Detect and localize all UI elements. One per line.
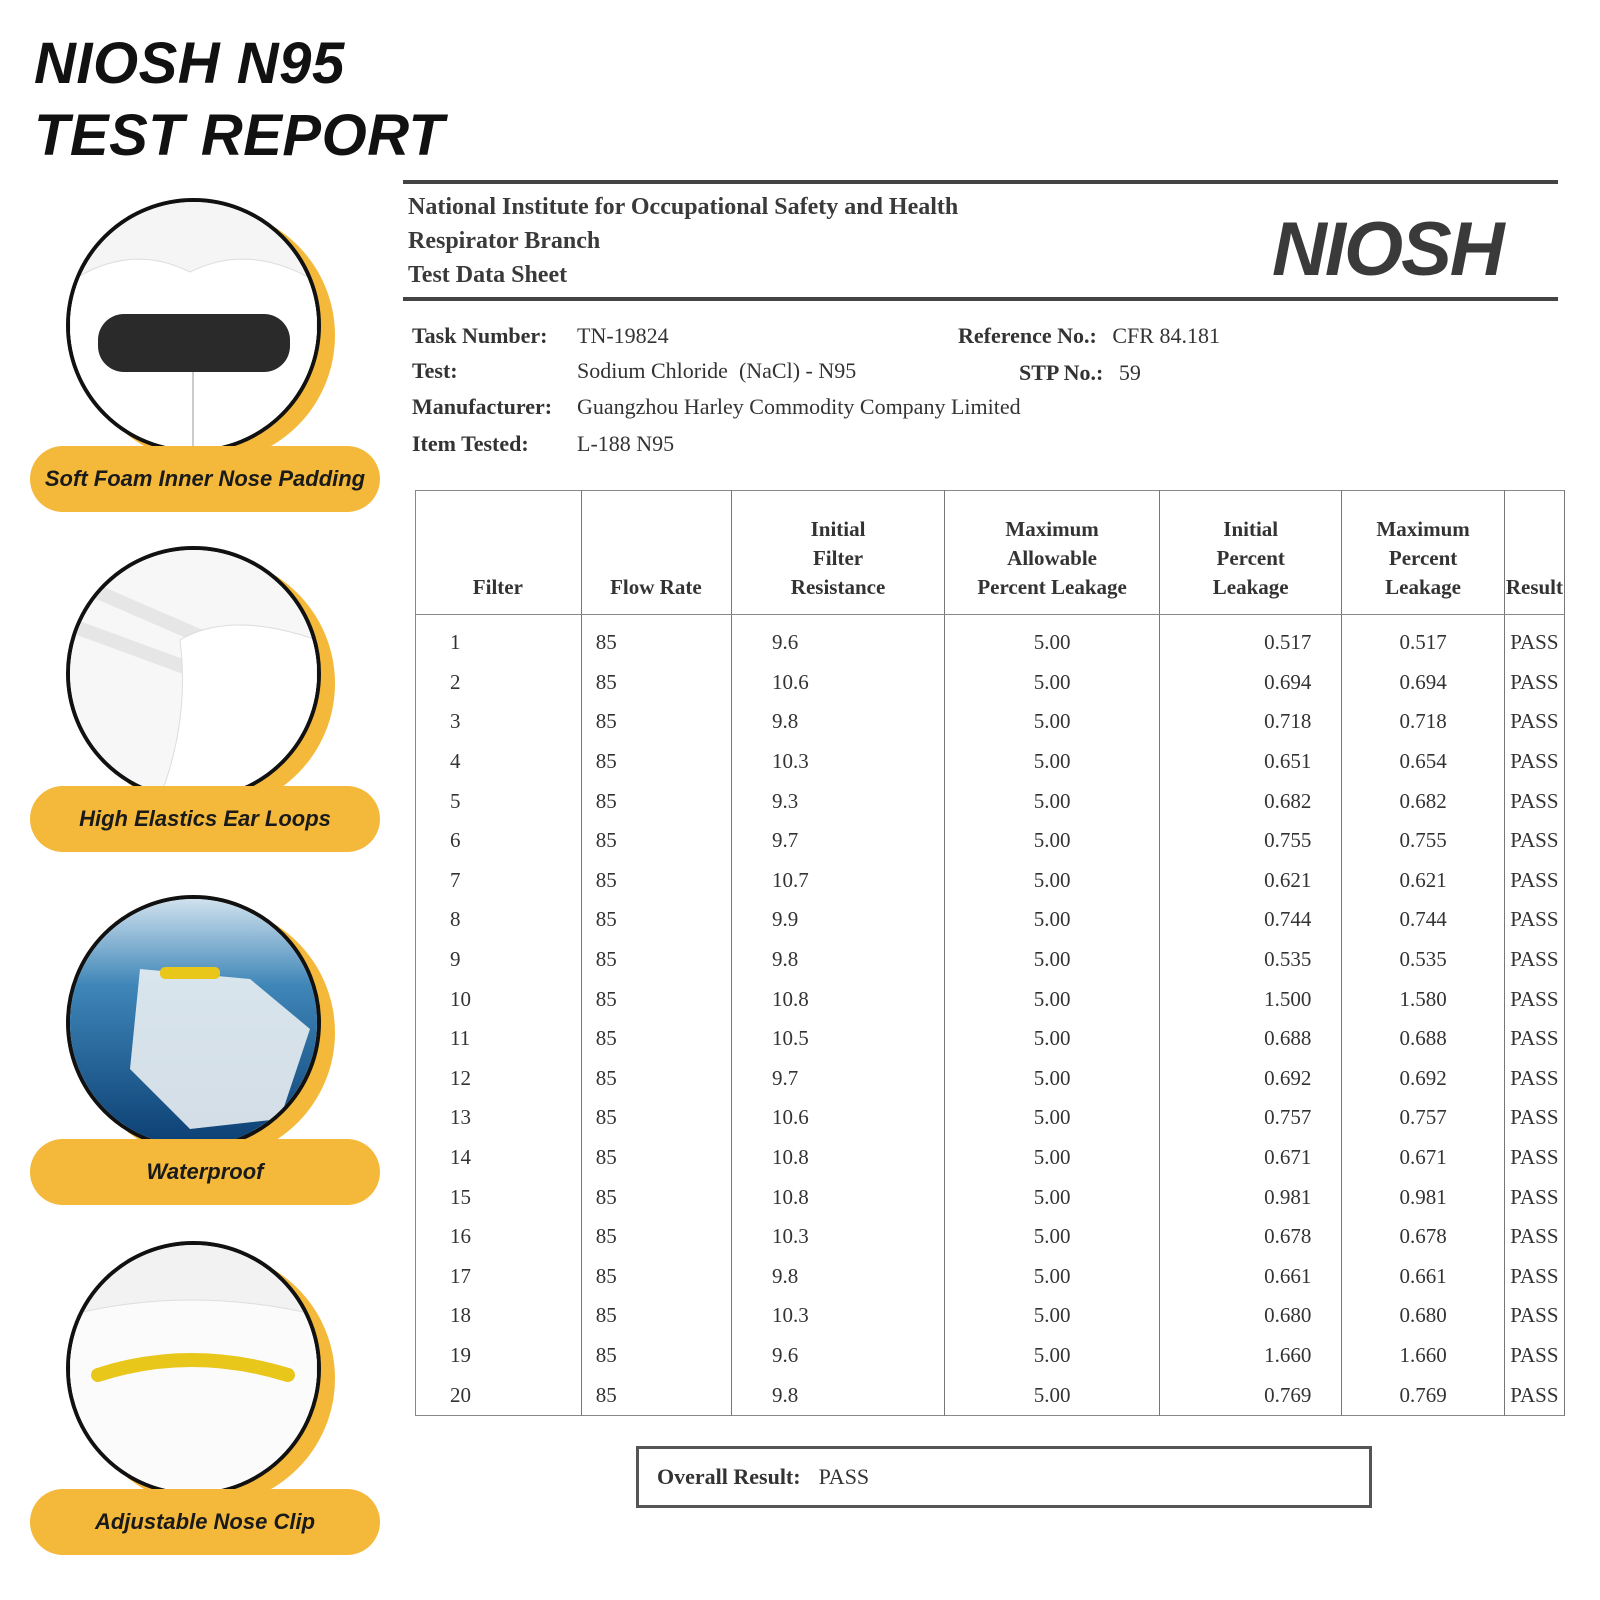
cell-result: PASS bbox=[1504, 615, 1564, 663]
feature-waterproof bbox=[30, 895, 380, 1213]
cell-resistance: 10.8 bbox=[732, 1138, 945, 1178]
reference-value: CFR 84.181 bbox=[1112, 323, 1220, 348]
nose-padding-photo-icon bbox=[66, 198, 321, 453]
cell-flow-rate: 85 bbox=[581, 1059, 731, 1099]
cell-max-leakage: 0.621 bbox=[1342, 861, 1504, 901]
cell-resistance: 9.6 bbox=[732, 615, 945, 663]
cell-filter: 15 bbox=[416, 1177, 582, 1217]
cell-max-leakage: 0.517 bbox=[1342, 615, 1504, 663]
cell-flow-rate: 85 bbox=[581, 1177, 731, 1217]
cell-filter: 13 bbox=[416, 1098, 582, 1138]
cell-resistance: 10.6 bbox=[732, 663, 945, 703]
item-value: L-188 N95 bbox=[577, 431, 675, 456]
cell-filter: 12 bbox=[416, 1059, 582, 1099]
cell-resistance: 9.7 bbox=[732, 821, 945, 861]
cell-resistance: 9.9 bbox=[732, 900, 945, 940]
test-row bbox=[412, 358, 857, 384]
cell-resistance: 9.7 bbox=[732, 1059, 945, 1099]
cell-initial-leakage: 0.680 bbox=[1160, 1296, 1342, 1336]
cell-initial-leakage: 0.757 bbox=[1160, 1098, 1342, 1138]
cell-max-leakage: 0.654 bbox=[1342, 742, 1504, 782]
page-title-line2: TEST REPORT bbox=[34, 103, 445, 168]
test-value: Sodium Chloride (NaCl) - N95 bbox=[577, 358, 857, 383]
cell-max-allowable: 5.00 bbox=[945, 615, 1160, 663]
cell-filter: 6 bbox=[416, 821, 582, 861]
cell-flow-rate: 85 bbox=[581, 702, 731, 742]
sheet-title: Test Data Sheet bbox=[408, 262, 568, 288]
cell-resistance: 10.3 bbox=[732, 742, 945, 782]
cell-result: PASS bbox=[1504, 1177, 1564, 1217]
feature-bubble bbox=[66, 198, 321, 453]
test-label: Test: bbox=[412, 358, 458, 383]
cell-max-leakage: 0.535 bbox=[1342, 940, 1504, 980]
cell-initial-leakage: 0.769 bbox=[1160, 1375, 1342, 1415]
cell-flow-rate: 85 bbox=[581, 663, 731, 703]
cell-initial-leakage: 0.517 bbox=[1160, 615, 1342, 663]
table-row bbox=[416, 1375, 1565, 1415]
cell-max-leakage: 0.769 bbox=[1342, 1375, 1504, 1415]
stp-value: 59 bbox=[1118, 360, 1141, 385]
table-row bbox=[416, 615, 1565, 663]
cell-max-leakage: 0.757 bbox=[1342, 1098, 1504, 1138]
cell-filter: 1 bbox=[416, 615, 582, 663]
cell-flow-rate: 85 bbox=[581, 1138, 731, 1178]
cell-initial-leakage: 0.694 bbox=[1160, 663, 1342, 703]
feature-nose-clip bbox=[30, 1241, 380, 1559]
nose-clip-photo-icon bbox=[66, 1241, 321, 1496]
cell-max-leakage: 0.718 bbox=[1342, 702, 1504, 742]
cell-flow-rate: 85 bbox=[581, 979, 731, 1019]
table-row bbox=[416, 1019, 1565, 1059]
cell-result: PASS bbox=[1504, 1336, 1564, 1376]
cell-result: PASS bbox=[1504, 1217, 1564, 1257]
cell-filter: 17 bbox=[416, 1257, 582, 1297]
cell-result: PASS bbox=[1504, 1059, 1564, 1099]
cell-result: PASS bbox=[1504, 821, 1564, 861]
cell-max-leakage: 0.755 bbox=[1342, 821, 1504, 861]
cell-filter: 5 bbox=[416, 781, 582, 821]
cell-flow-rate: 85 bbox=[581, 940, 731, 980]
cell-flow-rate: 85 bbox=[581, 1217, 731, 1257]
cell-resistance: 10.5 bbox=[732, 1019, 945, 1059]
table-row bbox=[416, 781, 1565, 821]
cell-max-allowable: 5.00 bbox=[945, 940, 1160, 980]
cell-flow-rate: 85 bbox=[581, 1296, 731, 1336]
manufacturer-row bbox=[412, 394, 1021, 420]
cell-result: PASS bbox=[1504, 742, 1564, 782]
cell-filter: 9 bbox=[416, 940, 582, 980]
cell-max-allowable: 5.00 bbox=[945, 1138, 1160, 1178]
table-row bbox=[416, 1177, 1565, 1217]
cell-initial-leakage: 0.671 bbox=[1160, 1138, 1342, 1178]
col-initial-filter-resistance: Initial Filter Resistance bbox=[732, 491, 945, 615]
cell-max-leakage: 0.680 bbox=[1342, 1296, 1504, 1336]
cell-resistance: 10.6 bbox=[732, 1098, 945, 1138]
results-body bbox=[416, 615, 1565, 1416]
cell-max-leakage: 0.981 bbox=[1342, 1177, 1504, 1217]
col-max-percent-leakage: Maximum Percent Leakage bbox=[1342, 491, 1504, 615]
cell-resistance: 9.8 bbox=[732, 1375, 945, 1415]
table-header-row bbox=[416, 491, 1565, 615]
cell-max-leakage: 0.744 bbox=[1342, 900, 1504, 940]
cell-initial-leakage: 0.981 bbox=[1160, 1177, 1342, 1217]
cell-max-leakage: 0.671 bbox=[1342, 1138, 1504, 1178]
cell-max-allowable: 5.00 bbox=[945, 900, 1160, 940]
cell-flow-rate: 85 bbox=[581, 1098, 731, 1138]
cell-result: PASS bbox=[1504, 1098, 1564, 1138]
feature-bubble bbox=[66, 895, 321, 1150]
cell-filter: 11 bbox=[416, 1019, 582, 1059]
cell-flow-rate: 85 bbox=[581, 1336, 731, 1376]
cell-result: PASS bbox=[1504, 1138, 1564, 1178]
col-filter: Filter bbox=[416, 491, 582, 615]
cell-initial-leakage: 0.688 bbox=[1160, 1019, 1342, 1059]
table-row bbox=[416, 821, 1565, 861]
cell-max-leakage: 1.580 bbox=[1342, 979, 1504, 1019]
cell-result: PASS bbox=[1504, 781, 1564, 821]
cell-initial-leakage: 0.755 bbox=[1160, 821, 1342, 861]
table-row bbox=[416, 1217, 1565, 1257]
table-row bbox=[416, 1059, 1565, 1099]
cell-initial-leakage: 0.718 bbox=[1160, 702, 1342, 742]
cell-flow-rate: 85 bbox=[581, 861, 731, 901]
task-number-row bbox=[412, 323, 669, 349]
cell-max-allowable: 5.00 bbox=[945, 1296, 1160, 1336]
cell-resistance: 10.3 bbox=[732, 1217, 945, 1257]
cell-initial-leakage: 0.621 bbox=[1160, 861, 1342, 901]
cell-flow-rate: 85 bbox=[581, 821, 731, 861]
waterproof-photo-icon bbox=[66, 895, 321, 1150]
cell-filter: 4 bbox=[416, 742, 582, 782]
table-row bbox=[416, 663, 1565, 703]
table-row bbox=[416, 1336, 1565, 1376]
cell-max-allowable: 5.00 bbox=[945, 1019, 1160, 1059]
cell-initial-leakage: 1.660 bbox=[1160, 1336, 1342, 1376]
cell-resistance: 9.8 bbox=[732, 702, 945, 742]
cell-max-leakage: 0.694 bbox=[1342, 663, 1504, 703]
cell-initial-leakage: 0.535 bbox=[1160, 940, 1342, 980]
col-initial-percent-leakage: Initial Percent Leakage bbox=[1160, 491, 1342, 615]
cell-filter: 20 bbox=[416, 1375, 582, 1415]
cell-flow-rate: 85 bbox=[581, 615, 731, 663]
cell-max-allowable: 5.00 bbox=[945, 1375, 1160, 1415]
table-row bbox=[416, 1257, 1565, 1297]
cell-resistance: 9.8 bbox=[732, 940, 945, 980]
cell-result: PASS bbox=[1504, 1257, 1564, 1297]
page-title bbox=[34, 28, 445, 172]
feature-pill: Adjustable Nose Clip bbox=[30, 1489, 380, 1555]
feature-nose-padding bbox=[30, 198, 380, 516]
cell-initial-leakage: 0.661 bbox=[1160, 1257, 1342, 1297]
cell-initial-leakage: 0.678 bbox=[1160, 1217, 1342, 1257]
cell-max-allowable: 5.00 bbox=[945, 742, 1160, 782]
feature-pill: Soft Foam Inner Nose Padding bbox=[30, 446, 380, 512]
cell-resistance: 9.3 bbox=[732, 781, 945, 821]
cell-resistance: 10.8 bbox=[732, 979, 945, 1019]
manufacturer-label: Manufacturer: bbox=[412, 394, 553, 419]
institution-header bbox=[408, 190, 958, 292]
cell-max-allowable: 5.00 bbox=[945, 702, 1160, 742]
cell-filter: 10 bbox=[416, 979, 582, 1019]
page-title-line1: NIOSH N95 bbox=[34, 31, 345, 96]
cell-resistance: 10.3 bbox=[732, 1296, 945, 1336]
cell-flow-rate: 85 bbox=[581, 900, 731, 940]
item-label: Item Tested: bbox=[412, 431, 529, 456]
cell-filter: 16 bbox=[416, 1217, 582, 1257]
cell-max-allowable: 5.00 bbox=[945, 663, 1160, 703]
cell-result: PASS bbox=[1504, 900, 1564, 940]
table-row bbox=[416, 1098, 1565, 1138]
task-number-value: TN-19824 bbox=[577, 323, 669, 348]
cell-max-leakage: 0.692 bbox=[1342, 1059, 1504, 1099]
cell-max-leakage: 0.661 bbox=[1342, 1257, 1504, 1297]
ear-loop-photo-icon bbox=[66, 546, 321, 801]
institution-name: National Institute for Occupational Safety and Health bbox=[408, 194, 959, 220]
cell-max-allowable: 5.00 bbox=[945, 1059, 1160, 1099]
table-row bbox=[416, 1296, 1565, 1336]
cell-initial-leakage: 1.500 bbox=[1160, 979, 1342, 1019]
cell-filter: 14 bbox=[416, 1138, 582, 1178]
cell-flow-rate: 85 bbox=[581, 1375, 731, 1415]
cell-initial-leakage: 0.692 bbox=[1160, 1059, 1342, 1099]
cell-filter: 18 bbox=[416, 1296, 582, 1336]
cell-max-allowable: 5.00 bbox=[945, 979, 1160, 1019]
branch-name: Respirator Branch bbox=[408, 228, 601, 254]
cell-result: PASS bbox=[1504, 1296, 1564, 1336]
cell-initial-leakage: 0.744 bbox=[1160, 900, 1342, 940]
feature-bubble bbox=[66, 546, 321, 801]
results-table bbox=[415, 490, 1565, 1416]
table-row bbox=[416, 702, 1565, 742]
overall-result-box bbox=[636, 1446, 1372, 1508]
cell-result: PASS bbox=[1504, 1019, 1564, 1059]
reference-row bbox=[958, 323, 1220, 349]
cell-filter: 2 bbox=[416, 663, 582, 703]
cell-max-allowable: 5.00 bbox=[945, 861, 1160, 901]
col-result: Result bbox=[1504, 491, 1564, 615]
task-number-label: Task Number: bbox=[412, 323, 548, 348]
cell-max-allowable: 5.00 bbox=[945, 1257, 1160, 1297]
cell-resistance: 10.8 bbox=[732, 1177, 945, 1217]
cell-flow-rate: 85 bbox=[581, 1019, 731, 1059]
table-row bbox=[416, 900, 1565, 940]
table-row bbox=[416, 861, 1565, 901]
cell-max-leakage: 0.678 bbox=[1342, 1217, 1504, 1257]
cell-result: PASS bbox=[1504, 940, 1564, 980]
item-row bbox=[412, 431, 675, 457]
cell-resistance: 9.8 bbox=[732, 1257, 945, 1297]
cell-result: PASS bbox=[1504, 702, 1564, 742]
cell-max-allowable: 5.00 bbox=[945, 1217, 1160, 1257]
table-row bbox=[416, 940, 1565, 980]
cell-result: PASS bbox=[1504, 1375, 1564, 1415]
cell-result: PASS bbox=[1504, 861, 1564, 901]
cell-flow-rate: 85 bbox=[581, 781, 731, 821]
manufacturer-value: Guangzhou Harley Commodity Company Limited bbox=[577, 394, 1021, 419]
cell-initial-leakage: 0.651 bbox=[1160, 742, 1342, 782]
cell-max-leakage: 1.660 bbox=[1342, 1336, 1504, 1376]
cell-filter: 19 bbox=[416, 1336, 582, 1376]
cell-filter: 7 bbox=[416, 861, 582, 901]
stp-row bbox=[1019, 360, 1141, 386]
cell-max-allowable: 5.00 bbox=[945, 781, 1160, 821]
cell-flow-rate: 85 bbox=[581, 742, 731, 782]
cell-flow-rate: 85 bbox=[581, 1257, 731, 1297]
cell-result: PASS bbox=[1504, 663, 1564, 703]
overall-result-label: Overall Result: bbox=[657, 1464, 801, 1489]
cell-max-allowable: 5.00 bbox=[945, 1336, 1160, 1376]
cell-filter: 8 bbox=[416, 900, 582, 940]
cell-max-allowable: 5.00 bbox=[945, 1177, 1160, 1217]
cell-resistance: 9.6 bbox=[732, 1336, 945, 1376]
table-row bbox=[416, 742, 1565, 782]
cell-result: PASS bbox=[1504, 979, 1564, 1019]
stp-label: STP No.: bbox=[1019, 360, 1104, 385]
feature-pill: High Elastics Ear Loops bbox=[30, 786, 380, 852]
col-flow-rate: Flow Rate bbox=[581, 491, 731, 615]
cell-max-leakage: 0.682 bbox=[1342, 781, 1504, 821]
table-row bbox=[416, 979, 1565, 1019]
feature-ear-loops bbox=[30, 546, 380, 864]
feature-bubble bbox=[66, 1241, 321, 1496]
cell-resistance: 10.7 bbox=[732, 861, 945, 901]
reference-label: Reference No.: bbox=[958, 323, 1097, 348]
cell-initial-leakage: 0.682 bbox=[1160, 781, 1342, 821]
cell-max-leakage: 0.688 bbox=[1342, 1019, 1504, 1059]
table-row bbox=[416, 1138, 1565, 1178]
header-rule-bottom bbox=[403, 297, 1558, 301]
niosh-logo: NIOSH bbox=[1272, 207, 1503, 292]
cell-max-allowable: 5.00 bbox=[945, 821, 1160, 861]
cell-filter: 3 bbox=[416, 702, 582, 742]
overall-result-value: PASS bbox=[818, 1464, 870, 1489]
feature-pill: Waterproof bbox=[30, 1139, 380, 1205]
col-max-allowable-leakage: Maximum Allowable Percent Leakage bbox=[945, 491, 1160, 615]
header-rule-top bbox=[403, 180, 1558, 184]
cell-max-allowable: 5.00 bbox=[945, 1098, 1160, 1138]
